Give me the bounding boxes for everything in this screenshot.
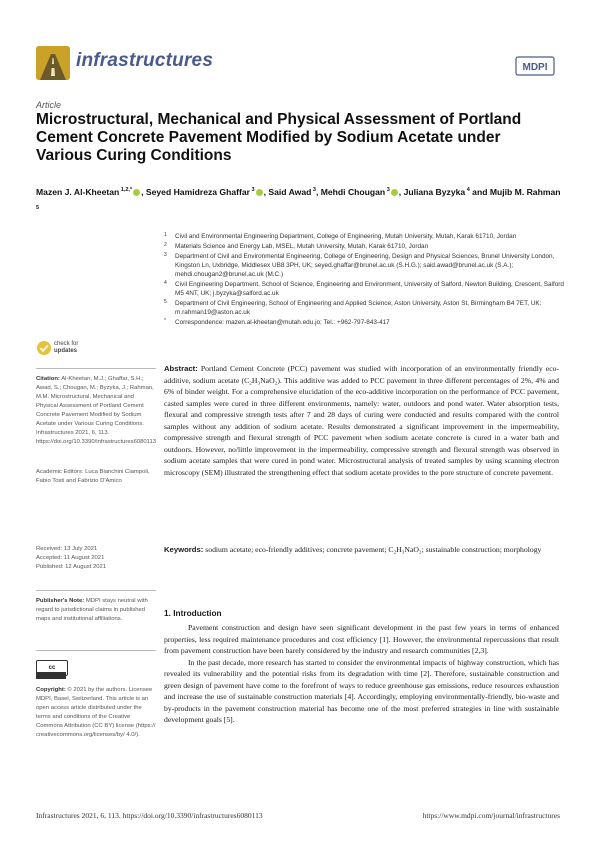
check-updates-line1: check for: [54, 341, 79, 347]
keywords: [164, 544, 559, 556]
footer-citation[interactable]: Infrastructures 2021, 6, 113. https://doi.org/10.3390/infrastructures6080113: [36, 811, 263, 820]
sidebar-divider: [36, 368, 156, 369]
author-name: Said Awad: [268, 186, 312, 197]
affiliation-text: Correspondence: mazen.al-kheetan@mutah.edu.jo; Tel.: +962-797-843-417: [175, 319, 390, 326]
affiliation-number: 1: [164, 232, 167, 238]
citation-text: Al-Kheetan, M.J.; Ghaffar, S.H.; Awad, S.; Chougan, M.; Byzyka, J.; Rahman, M.M. Microstructural, Mechanical and Physical Assessment of Portland Cement Concrete Pavement Modified by Sodium Acetate under Various Curing Conditions. Infrastructures 2021, 6, 113. https://doi.org/10.3390/infrastructures6080113: [36, 376, 157, 445]
citation-block: [36, 368, 156, 447]
cc-by-strip: [36, 672, 66, 679]
author-name: Seyed Hamidreza Ghaffar: [145, 186, 250, 197]
affiliation-item: [164, 242, 564, 251]
publisher-note: [36, 590, 156, 624]
affiliation-item: [164, 299, 564, 317]
section-heading: 1. Introduction: [164, 608, 222, 618]
journal-name[interactable]: infrastructures: [76, 50, 214, 71]
abstract-label: Abstract:: [164, 364, 198, 373]
copyright-text: © 2021 by the authors. Licensee MDPI, Basel, Switzerland. This article is an open access article distributed under the terms and conditions of the Creative Commons Attribution (CC BY) license (https:// creativecommons.org/licenses/by/ 4.0/).: [36, 687, 156, 738]
cc-license-badge[interactable]: cc: [36, 660, 68, 676]
author-list: Mazen J. Al-Kheetan $^{1,2,*}$ , Seyed Hamidreza Ghaffar $^3$ , Said Awad $^3$, Mehdi Chougan $^3$ , Juliana Byzyka $^4$ and Mujib M. Rahman $^5$: [36, 186, 561, 211]
affiliation-item: [164, 280, 564, 298]
received-date: Received: 13 July 2021: [36, 546, 98, 552]
keywords-label: Keywords:: [164, 545, 204, 554]
affiliation-number: 3: [164, 252, 167, 258]
affiliation-text: Materials Science and Energy Lab, MSEL, Mutah University, Mutah, Karak 61710, Jordan: [175, 243, 429, 250]
paper-title: Microstructural, Mechanical and Physical Assessment of Portland Cement Concrete Pavement Modified by Sodium Acetate under Various Curing Conditions: [36, 111, 522, 164]
author-name: Mazen J. Al-Kheetan: [36, 186, 120, 197]
affiliation-text: Civil and Environmental Engineering Department, College of Engineering, Mutah University, Mutah, Karak 61710, Jordan: [175, 233, 517, 240]
road-icon: [36, 46, 70, 80]
publisher-note-label: Publisher's Note:: [36, 598, 85, 604]
footer-journal-url[interactable]: https://www.mdpi.com/journal/infrastructures: [422, 811, 560, 820]
academic-editors: Academic Editors: Luca Bianchini Ciampoli, Fabio Tosti and Fabrizio D'Amico: [36, 469, 150, 484]
sidebar-divider: [36, 590, 156, 591]
affiliation-number: *: [164, 318, 166, 324]
author-affiliation-marker: 5: [36, 204, 40, 211]
orcid-icon[interactable]: [256, 189, 263, 196]
affiliation-text: Department of Civil Engineering, School of Engineering and Applied Science, Aston University, Aston St, Birmingham B4 7ET, UK; m.rahman19@aston.ac.uk: [175, 300, 542, 316]
affiliation-number: 4: [164, 280, 167, 286]
check-updates-icon: [36, 340, 52, 356]
author-name: Juliana Byzyka: [403, 186, 466, 197]
affiliations: [164, 232, 564, 328]
author-affiliation-marker: 3: [385, 187, 390, 193]
mdpi-logo[interactable]: [515, 56, 555, 76]
dates-block: [36, 545, 156, 572]
article-type: Article: [36, 100, 62, 110]
affiliation-item: [164, 232, 564, 241]
intro-paragraph-1: Pavement construction and design have seen significant development in the past few years in terms of enhanced properties, less required maintenance procedures and cost efficiency [1]. However, the environmental repercussions that result from pavement construction have been barely considered by the industry and research communities [2,3].: [164, 623, 559, 655]
affiliation-item: [164, 252, 564, 279]
keywords-text: sodium acetate; eco-friendly additives; concrete pavement; C₂H₃NaO₂; sustainable construction; morphology: [205, 545, 542, 554]
author-affiliation-marker: 3: [250, 187, 255, 193]
author-affiliation-marker: 1,2,*: [119, 187, 133, 193]
introduction-body: [164, 622, 559, 726]
intro-paragraph-2: In the past decade, more research has started to consider the environmental impacts of highway construction, which has revealed its vulnerability and the potential risks from its degradation with time [2]. Therefore, sustainable construction and green design of pavement have come to the forefront of ways to reduce greenhouse gas emissions, reduce resources exhaustion and increase the use of sustainable construction materials [4]. Accordingly, employing environmentally-friendly, bio-waste and by-products in the pavement construction material has become one of the most preferred strategies in line with sustainable development goals [5].: [164, 657, 559, 724]
accepted-date: Accepted: 11 August 2021: [36, 555, 105, 561]
published-date: Published: 12 August 2021: [36, 564, 107, 570]
author-affiliation-marker: 3: [311, 187, 316, 193]
author-name: Mujib M. Rahman: [489, 186, 561, 197]
affiliation-number: 2: [164, 242, 167, 248]
copyright-label: Copyright:: [36, 687, 66, 693]
affiliation-item: [164, 318, 564, 327]
affiliation-number: 5: [164, 299, 167, 305]
check-updates-text: [54, 341, 78, 355]
copyright-block: [36, 686, 156, 740]
affiliation-text: Civil Engineering Department, School of Science, Engineering and Environment, University of Salford, Newton Building, Crescent, Salford M5 4NT, UK; j.byzyka@salford.ac.uk: [175, 281, 564, 297]
sidebar-divider: [36, 650, 156, 651]
publisher-note-text: MDPI stays neutral with regard to jurisdictional claims in published maps and institutional affiliations.: [36, 598, 148, 622]
citation-label: Citation:: [36, 376, 60, 382]
orcid-icon[interactable]: [133, 189, 140, 196]
journal-logo: [36, 46, 70, 80]
mdpi-logo-text: MDPI: [522, 62, 548, 73]
page-footer: [36, 811, 560, 820]
author-affiliation-marker: 4: [465, 187, 470, 193]
author-name: Mehdi Chougan: [320, 186, 386, 197]
abstract: [164, 363, 559, 478]
orcid-icon[interactable]: [391, 189, 398, 196]
abstract-text: Portland Cement Concrete (PCC) pavement was studied with incorporation of an environmentally friendly eco-additive, sodium acetate (C₂H₃NaO₂). This additive was added to PCC pavement in three different percentages of 2%, 4% and 6% of binder weight. For a comprehensive elucidation of the eco-additive incorporation on the performance of PCC pavement, casted samples were cured in three different environments, namely: water, outdoors and pond water. Water absorption tests, flexural and compressive strength tests after 7 and 28 days of curing were conducted and results compared with the control samples without any addition of sodium acetate. Results demonstrated a significant improvement in the impermeability, compressive strength and flexural strength of PCC pavement when sodium acetate concrete is cured in a water bath and outdoors. However, no/little improvement in the impermeability, compressive strength and flexural strength was observed in sodium acetate samples that were cured in pond water. Microstructural analysis of treated samples by using scanning electron microscopy (SEM) illustrated the strengthening effect that sodium acetate provides to the pore structure of concrete pavement.: [164, 364, 560, 477]
affiliation-text: Department of Civil and Environmental Engineering, College of Engineering, Design and Physical Sciences, Brunel University London, Kingston Ln, Uxbridge, Middlesex UB8 3PH, UK; seyed.ghaffar@brunel.ac.uk (S.H.G.); said.awad@brunel.ac.uk (S.A.); mehdi.chougan2@brunel.ac.uk (M.C.): [175, 253, 555, 278]
check-updates-line2: updates: [54, 348, 78, 354]
